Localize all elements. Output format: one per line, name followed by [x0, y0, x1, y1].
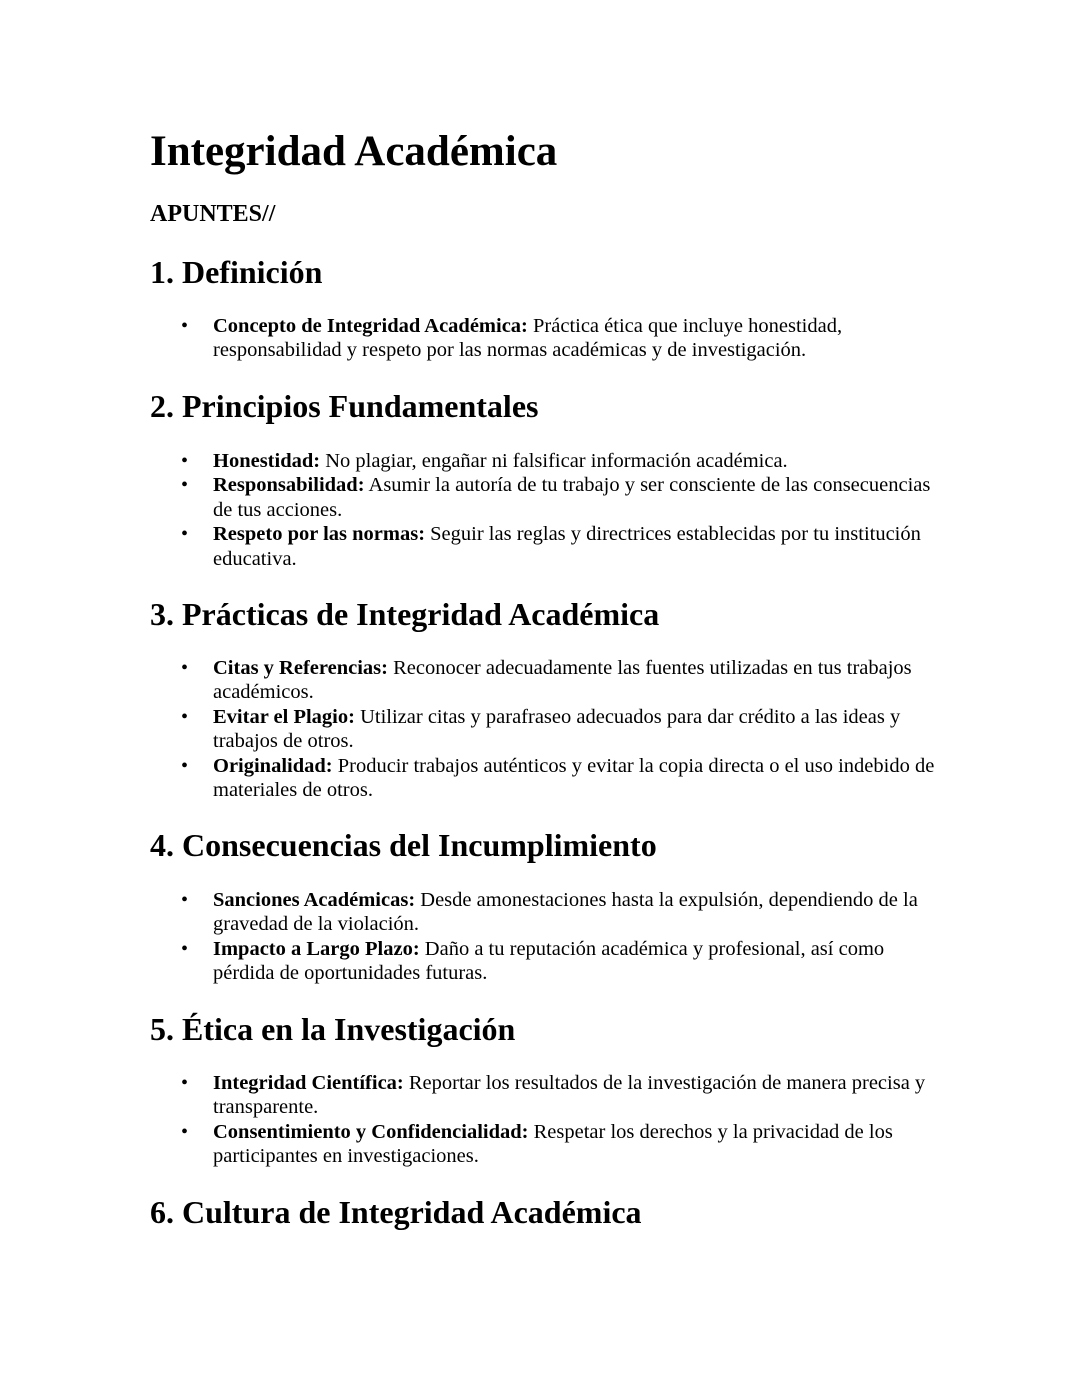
list-item: [150, 314, 940, 363]
item-term: Consentimiento y Confidencialidad:: [213, 1120, 529, 1143]
item-term: Integridad Científica:: [213, 1072, 404, 1094]
bullet-icon: •: [181, 754, 189, 777]
section-heading-principios: 2. Principios Fundamentales: [150, 388, 539, 424]
item-text: Reportar los resultados de la investigación de manera precisa y transparente.: [213, 1072, 926, 1119]
bullet-icon: •: [181, 1072, 189, 1094]
list-item: [150, 522, 940, 571]
item-term: Citas y Referencias:: [213, 657, 388, 679]
section-list-principios: [150, 449, 940, 571]
list-item: [150, 705, 940, 754]
item-term: Sanciones Académicas:: [213, 889, 416, 911]
section-list-etica: [150, 1071, 940, 1169]
bullet-icon: •: [181, 889, 189, 911]
item-term: Originalidad:: [213, 754, 333, 777]
item-term: Honestidad:: [213, 450, 321, 472]
item-text: Seguir las reglas y directrices establecidas por tu institución educativa.: [213, 523, 921, 570]
section-heading-etica: 5. Ética en la Investigación: [150, 1011, 516, 1047]
bullet-icon: •: [181, 450, 189, 472]
bullet-icon: •: [181, 705, 189, 728]
item-term: Respeto por las normas:: [213, 523, 426, 546]
bullet-icon: •: [181, 657, 189, 679]
item-text: Práctica ética que incluye honestidad, responsabilidad y respeto por las normas académicas y de investigación.: [213, 315, 843, 362]
item-term: Concepto de Integridad Académica:: [213, 315, 528, 337]
section-heading-consecuencias: 4. Consecuencias del Incumplimiento: [150, 827, 657, 863]
item-term: Evitar el Plagio:: [213, 705, 355, 728]
bullet-icon: •: [181, 315, 189, 337]
list-item: [150, 656, 940, 705]
section-list-consecuencias: [150, 888, 940, 986]
document-title: Integridad Académica: [150, 128, 558, 175]
section-list-definicion: [150, 314, 940, 363]
list-item: [150, 473, 940, 522]
item-text: Desde amonestaciones hasta la expulsión, dependiendo de la gravedad de la violación.: [213, 889, 918, 936]
item-text: No plagiar, engañar ni falsificar información académica.: [320, 450, 788, 472]
section-heading-definicion: 1. Definición: [150, 254, 323, 290]
bullet-icon: •: [181, 937, 189, 960]
section-list-practicas: [150, 656, 940, 802]
list-item: [150, 754, 940, 803]
list-item: [150, 449, 940, 473]
item-term: Impacto a Largo Plazo:: [213, 937, 420, 960]
list-item: [150, 937, 940, 986]
item-text: Daño a tu reputación académica y profesional, así como pérdida de oportunidades futuras.: [213, 937, 885, 985]
list-item: [150, 1071, 940, 1120]
bullet-icon: •: [181, 523, 189, 546]
section-heading-cultura: 6. Cultura de Integridad Académica: [150, 1194, 642, 1230]
item-text: Asumir la autoría de tu trabajo y ser consciente de las consecuencias de tus acciones.: [213, 474, 931, 521]
bullet-icon: •: [181, 474, 189, 497]
section-heading-practicas: 3. Prácticas de Integridad Académica: [150, 596, 660, 632]
bullet-icon: •: [181, 1120, 189, 1143]
list-item: [150, 888, 940, 937]
document-subtitle: APUNTES//: [150, 201, 276, 227]
item-term: Responsabilidad:: [213, 474, 365, 497]
item-text: Respetar los derechos y la privacidad de los participantes en investigaciones.: [213, 1120, 893, 1168]
list-item: [150, 1120, 940, 1169]
item-text: Utilizar citas y parafraseo adecuados para dar crédito a las ideas y trabajos de otros.: [213, 705, 901, 753]
item-text: Reconocer adecuadamente las fuentes utilizadas en tus trabajos académicos.: [213, 657, 912, 704]
item-text: Producir trabajos auténticos y evitar la copia directa o el uso indebido de materiales de otros.: [213, 754, 935, 802]
